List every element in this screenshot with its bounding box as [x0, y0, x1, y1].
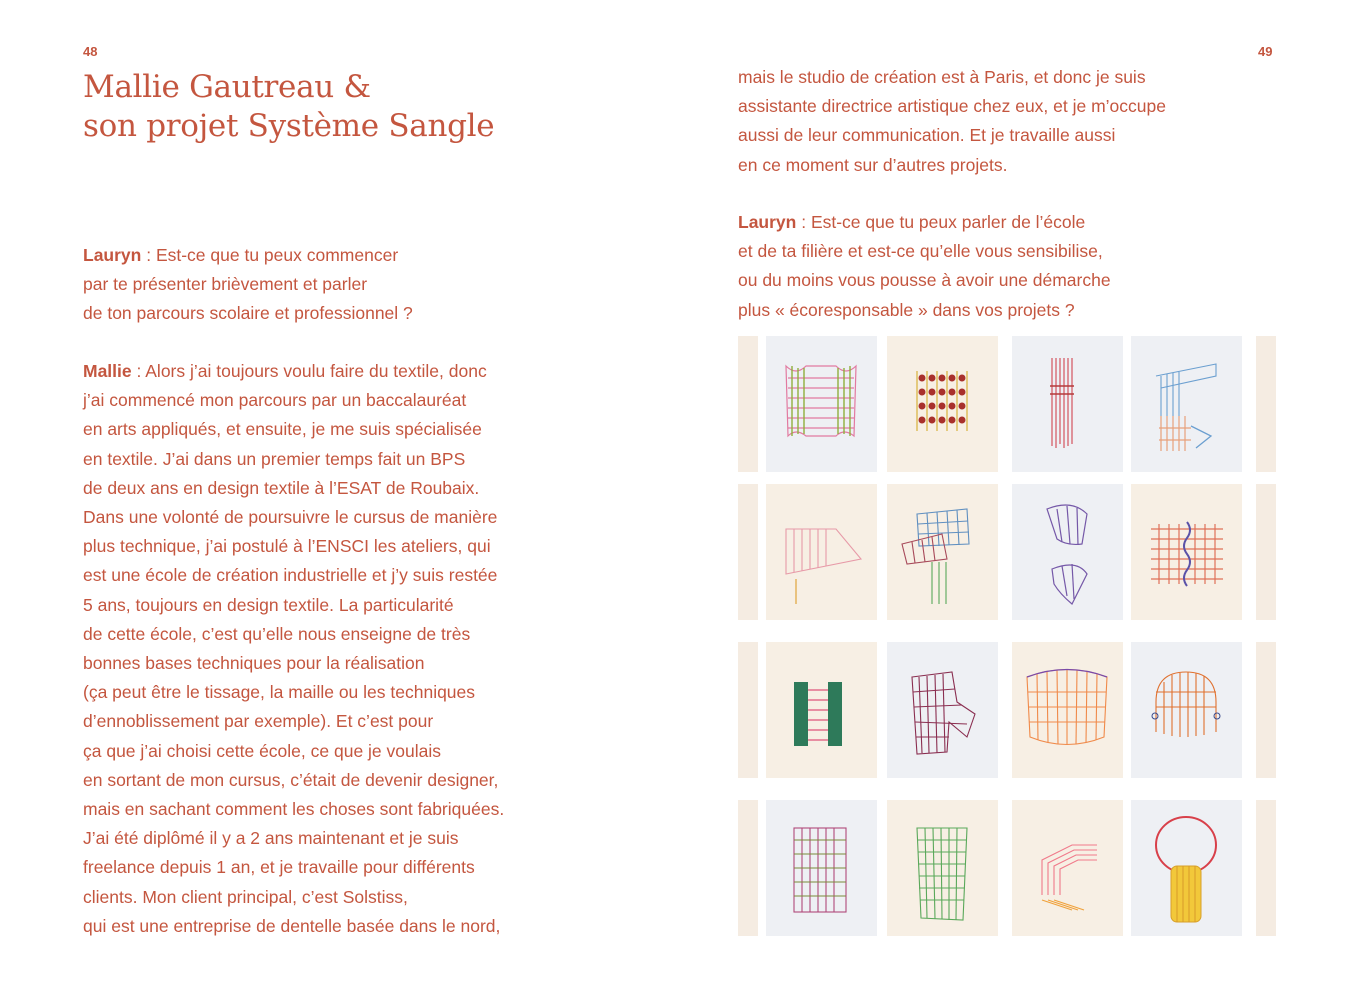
gallery-edge-card — [738, 642, 758, 778]
bag-with-handle-drawing — [1131, 800, 1242, 936]
answer-1 — [83, 357, 504, 941]
title-line-2: son projet Système Sangle — [83, 108, 495, 144]
drawing-card — [1131, 484, 1242, 620]
drawing-card — [1012, 642, 1123, 778]
vertical-strap-drawing — [1012, 336, 1123, 472]
gallery-edge-card — [738, 484, 758, 620]
question-2-line — [738, 208, 1111, 237]
drawing-card — [887, 336, 998, 472]
answer-1-line: en sortant de mon cursus, c’était de devenir designer, — [83, 769, 499, 790]
gallery-edge-card — [1256, 484, 1276, 620]
answer-1-line: j’ai commencé mon parcours par un baccalauréat — [83, 390, 467, 411]
wavy-grid-drawing — [1131, 484, 1242, 620]
dome-drawing — [1131, 642, 1242, 778]
pleated-drawing — [766, 484, 877, 620]
answer-1-line: de cette école, c’est qu’elle nous enseigne de très — [83, 623, 471, 644]
drawings-gallery — [738, 336, 1276, 948]
drawing-card — [766, 336, 877, 472]
question-1-line — [83, 241, 413, 270]
drawing-card — [887, 800, 998, 936]
gallery-edge-card — [738, 800, 758, 936]
answer-1-continued-line: aussi de leur communication. Et je travaille aussi — [738, 125, 1116, 146]
answer-1-line: d’ennoblissement par exemple). Et c’est pour — [83, 711, 434, 732]
drawing-card — [1131, 642, 1242, 778]
question-1-text: : Est-ce que tu peux commencer — [141, 245, 399, 265]
drawing-card — [766, 800, 877, 936]
drawing-card — [1131, 336, 1242, 472]
zigzag-strap-drawing — [1012, 800, 1123, 936]
answer-1-line: freelance depuis 1 an, et je travaille pour différents — [83, 857, 475, 878]
folded-panel-drawing — [1131, 336, 1242, 472]
drawing-card — [766, 484, 877, 620]
question-1 — [83, 241, 413, 329]
grid-dots-drawing — [887, 336, 998, 472]
gallery-edge-card — [1256, 336, 1276, 472]
answer-1-line: de deux ans en design textile à l’ESAT de Roubaix. — [83, 477, 480, 498]
answer-1-line: en arts appliqués, et ensuite, je me suis spécialisée — [83, 419, 482, 440]
question-2 — [738, 208, 1111, 325]
question-2-line: plus « écoresponsable » dans vos projets ? — [738, 299, 1075, 320]
answer-1-line: J’ai été diplômé il y a 2 ans maintenant et je suis — [83, 828, 459, 849]
answer-1-line: (ça peut être le tissage, la maille ou les techniques — [83, 682, 476, 703]
answer-1-line: en textile. J’ai dans un premier temps fait un BPS — [83, 448, 466, 469]
page-number-right: 49 — [1258, 44, 1273, 59]
question-2-text: : Est-ce que tu peux parler de l’école — [796, 212, 1086, 232]
page-number-left: 48 — [83, 44, 98, 59]
drawing-card — [1012, 800, 1123, 936]
gallery-edge-card — [1256, 642, 1276, 778]
answer-1-line: qui est une entreprise de dentelle basée dans le nord, — [83, 915, 501, 936]
drawing-card — [1131, 800, 1242, 936]
answer-1-line: 5 ans, toujours en design textile. La particularité — [83, 594, 454, 615]
answer-1-continued — [738, 63, 1166, 180]
drawing-card — [766, 642, 877, 778]
answer-1-line: clients. Mon client principal, c’est Solstiss, — [83, 886, 408, 907]
question-1-line: par te présenter brièvement et parler — [83, 274, 368, 295]
speaker-name: Lauryn — [83, 245, 142, 265]
answer-1-text: : Alors j’ai toujours voulu faire du textile, donc — [131, 361, 487, 381]
answer-1-continued-line: en ce moment sur d’autres projets. — [738, 154, 1008, 175]
page-title — [83, 68, 494, 146]
green-mesh-drawing — [887, 800, 998, 936]
drawing-card — [1012, 336, 1123, 472]
plaid-drawing — [766, 800, 877, 936]
gallery-edge-card — [738, 336, 758, 472]
answer-1-line: bonnes bases techniques pour la réalisation — [83, 653, 425, 674]
answer-1-continued-line: mais le studio de création est à Paris, et donc je suis — [738, 67, 1146, 87]
answer-1-line: est une école de création industrielle et j’y suis restée — [83, 565, 498, 586]
answer-1-continued-line: assistante directrice artistique chez eux, et je m’occupe — [738, 96, 1166, 117]
answer-1-line: plus technique, j’ai postulé à l’ENSCI les ateliers, qui — [83, 536, 491, 557]
answer-1-line: Dans une volonté de poursuivre le cursus de manière — [83, 507, 498, 528]
green-bars-drawing — [766, 642, 877, 778]
drawing-card — [1012, 484, 1123, 620]
speaker-name: Mallie — [83, 361, 132, 381]
question-2-line: et de ta filière et est-ce qu’elle vous sensibilise, — [738, 241, 1103, 262]
orange-tube-drawing — [1012, 642, 1123, 778]
answer-1-line: ça que j’ai choisi cette école, ce que je voulais — [83, 740, 441, 761]
woven-strap-drawing — [766, 336, 877, 472]
answer-1-line: mais en sachant comment les choses sont fabriquées. — [83, 799, 505, 820]
gallery-edge-card — [1256, 800, 1276, 936]
shell-shapes-drawing — [1012, 484, 1123, 620]
plum-garment-drawing — [887, 642, 998, 778]
question-1-line: de ton parcours scolaire et professionnel ? — [83, 303, 413, 324]
speaker-name: Lauryn — [738, 212, 797, 232]
patchwork-drawing — [887, 484, 998, 620]
drawing-card — [887, 484, 998, 620]
answer-1-line — [83, 357, 504, 386]
question-2-line: ou du moins vous pousse à avoir une démarche — [738, 270, 1111, 291]
drawing-card — [887, 642, 998, 778]
title-line-1: Mallie Gautreau & — [83, 69, 371, 105]
